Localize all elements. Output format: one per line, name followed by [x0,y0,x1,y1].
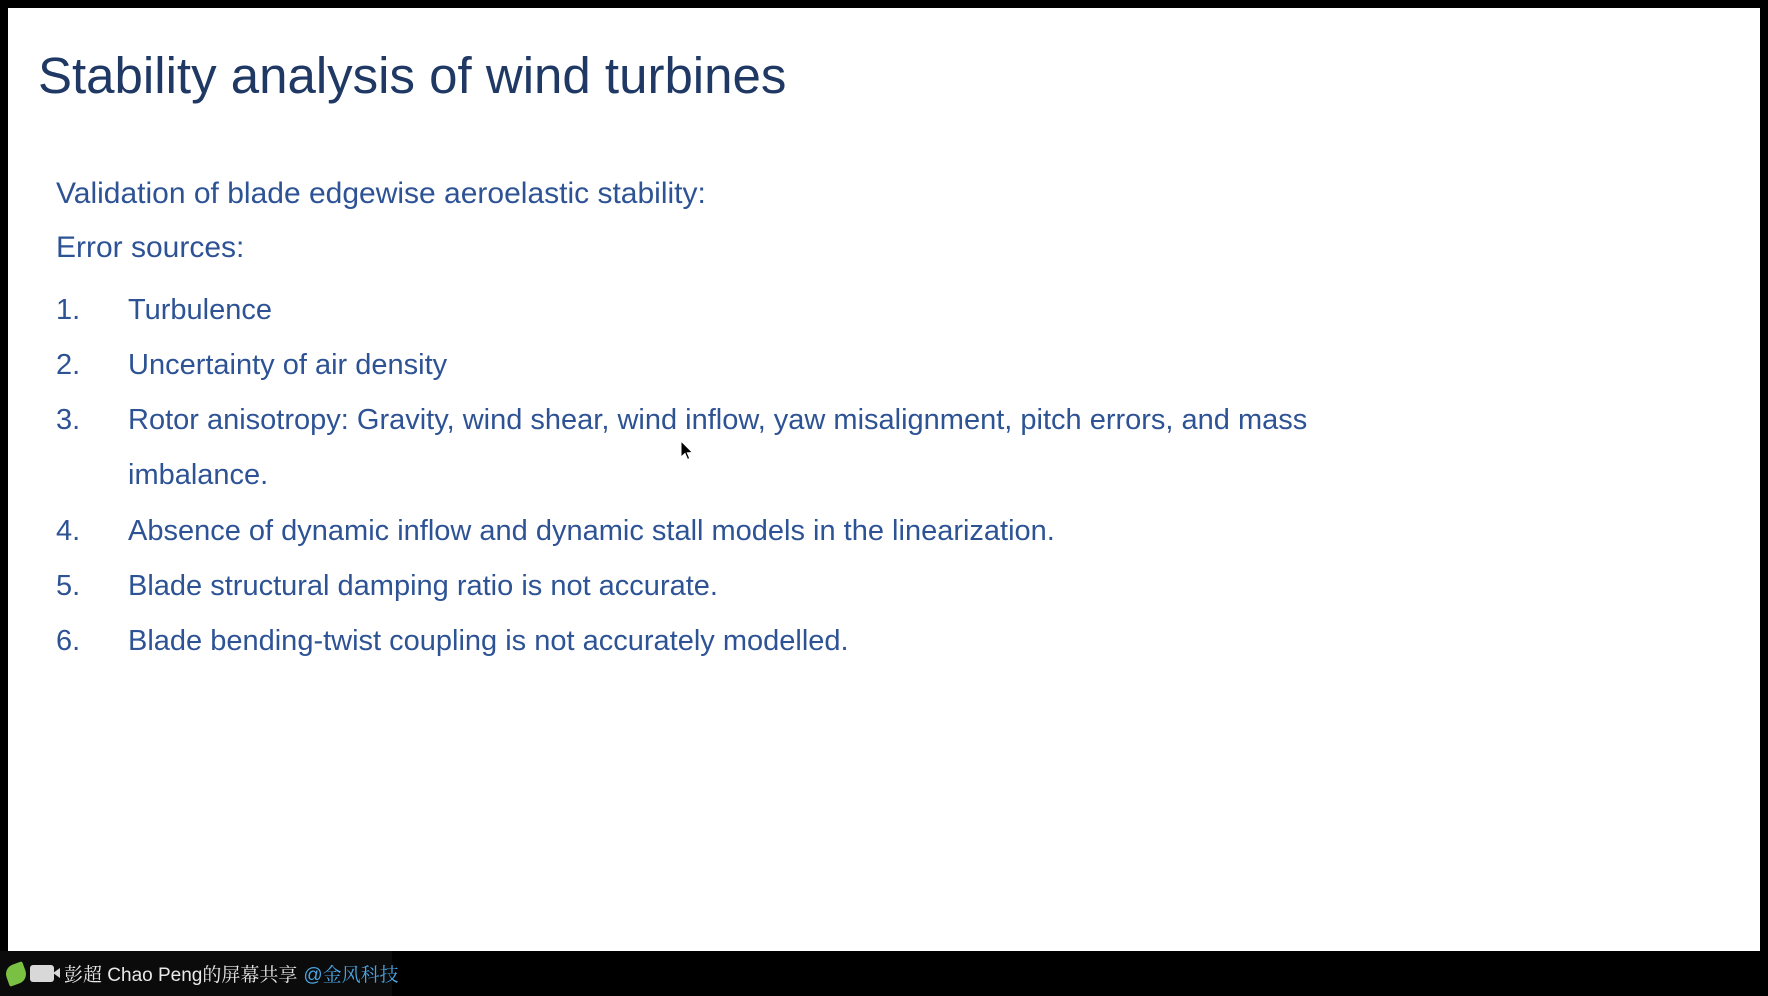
list-item [56,559,1556,614]
error-sources-list [56,283,1556,669]
list-item-text: Turbulence [128,294,273,327]
list-item [56,393,1556,503]
camera-icon[interactable] [30,961,54,987]
share-presenter-label: 彭超 Chao Peng的屏幕共享 [64,965,298,986]
leaf-icon [6,961,26,987]
list-item-text: Uncertainty of air density [128,349,448,382]
slide-title: Stability analysis of wind turbines [38,47,787,104]
list-item-number: 5. [56,569,81,602]
list-item-number: 3. [56,404,81,437]
slide-intro-line: Validation of blade edgewise aeroelastic stability: [56,177,706,210]
list-item [56,283,1556,338]
list-item-number: 2. [56,349,81,382]
slide-body [56,176,1556,669]
list-item [56,614,1556,669]
list-item-text: Blade structural damping ratio is not accurate. [128,569,718,602]
list-item-number: 1. [56,294,81,327]
presentation-slide [8,8,1760,951]
share-org-label: @金风科技 [303,965,399,986]
list-item-number: 4. [56,514,81,547]
list-item-number: 6. [56,624,81,657]
list-item-text: Blade bending-twist coupling is not accurately modelled. [128,624,849,657]
list-item [56,338,1556,393]
list-item-text: Absence of dynamic inflow and dynamic stall models in the linearization. [128,514,1055,547]
list-item-text: Rotor anisotropy: Gravity, wind shear, wind inflow, yaw misalignment, pitch errors, and mass imbalance. [128,404,1308,492]
list-item [56,504,1556,559]
screen-share-status-bar[interactable] [0,951,399,996]
slide-subheading: Error sources: [56,230,245,264]
